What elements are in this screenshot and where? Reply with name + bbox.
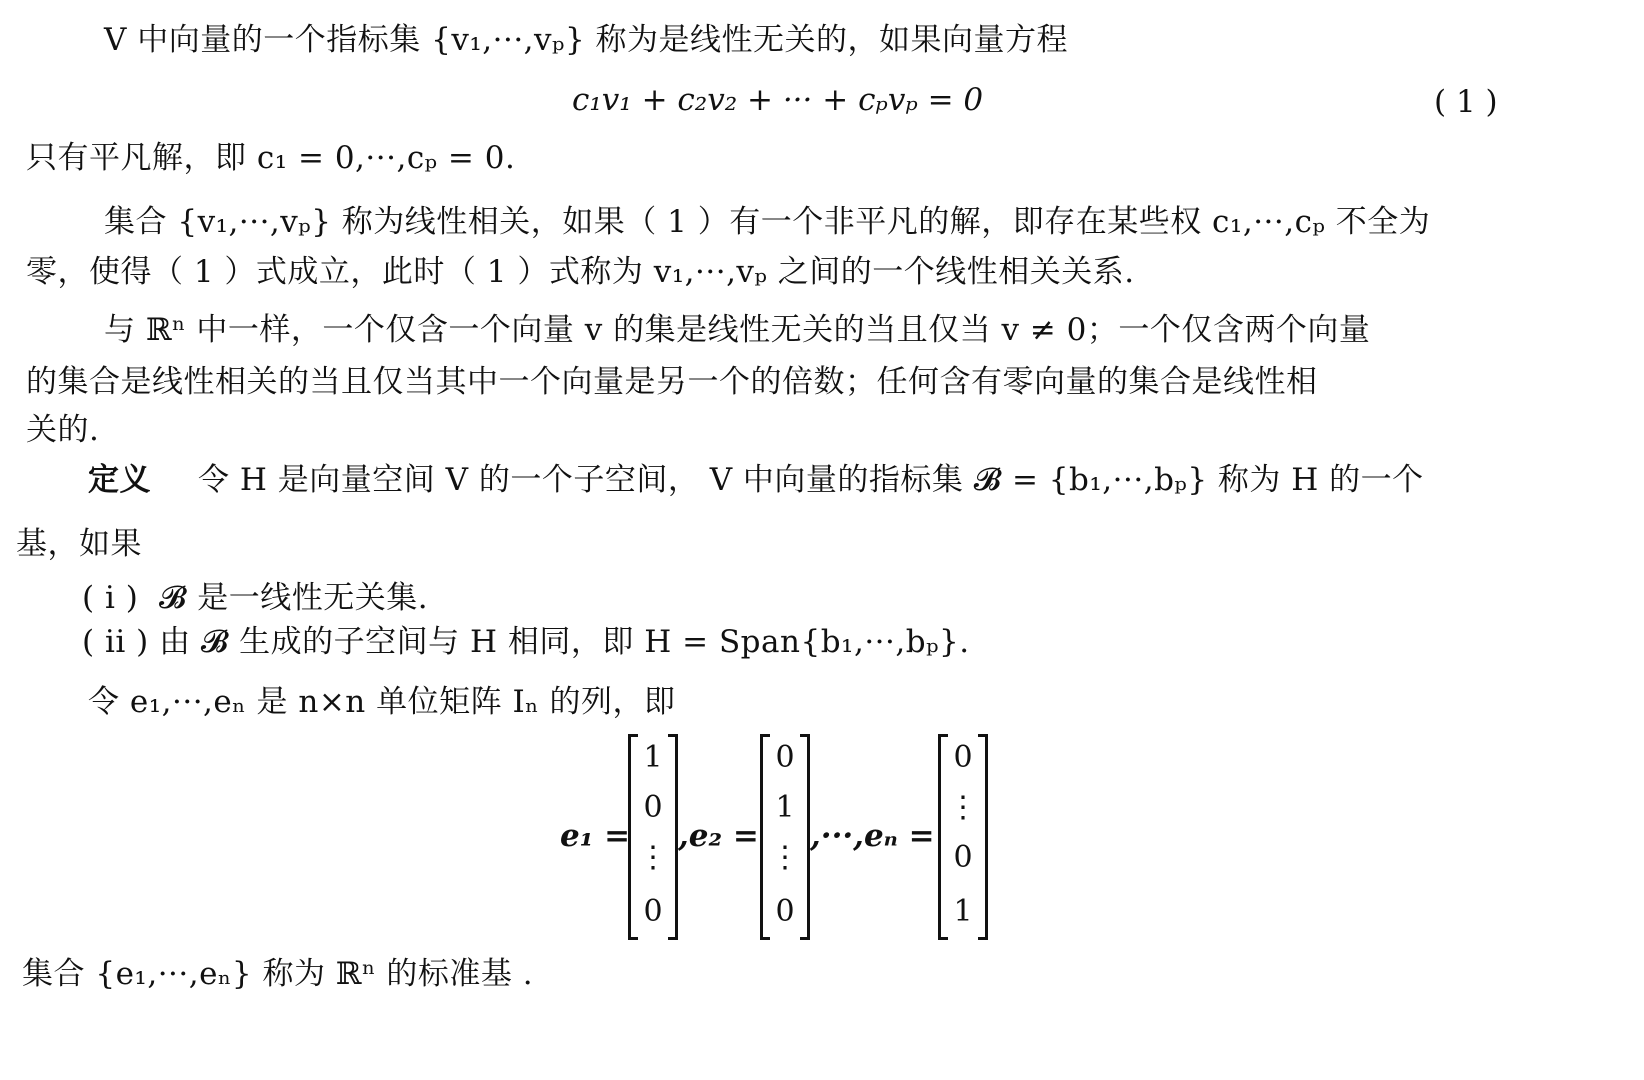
- e2-entry: ⋮: [770, 840, 800, 875]
- paragraph-linear-dependence-line1: 集合 {v₁,···,vₚ} 称为线性相关，如果（ 1 ）有一个非平凡的解，即存在某些权 c₁,···,cₚ 不全为: [104, 204, 1431, 240]
- definition-item-i: ( i ) 𝓑 是一线性无关集.: [82, 580, 429, 616]
- paragraph-rn-comparison-line1: 与 ℝⁿ 中一样，一个仅含一个向量 v 的集是线性无关的当且仅当 v ≠ 0；一个仅含两个向量: [104, 312, 1371, 348]
- e2-entry: 1: [775, 790, 795, 825]
- paragraph-standard-basis: 集合 {e₁,···,eₙ} 称为 ℝⁿ 的标准基 .: [22, 956, 534, 992]
- paragraph-identity-columns: 令 e₁,···,eₙ 是 n×n 单位矩阵 Iₙ 的列，即: [88, 684, 676, 720]
- e2-entry: 0: [775, 740, 795, 775]
- e1-label: e₁ =: [560, 818, 631, 854]
- e1-matrix: [628, 734, 678, 940]
- equation-1: c₁v₁ + c₂v₂ + ··· + cₚvₚ = 0: [572, 82, 984, 118]
- e1-entry: ⋮: [638, 840, 668, 875]
- e1-entry: 0: [643, 790, 663, 825]
- equation-number: ( 1 ): [1434, 84, 1498, 120]
- definition-item-ii: ( ii ) 由 𝓑 生成的子空间与 H 相同，即 H = Span{b₁,···,bₚ}.: [82, 624, 970, 660]
- en-entry: 0: [953, 740, 973, 775]
- definition-line1: 令 H 是向量空间 V 的一个子空间， V 中向量的指标集 𝓑 = {b₁,···,bₚ} 称为 H 的一个: [198, 462, 1424, 498]
- paragraph-rn-comparison-line3: 关的.: [26, 412, 100, 448]
- paragraph-linear-independence: V 中向量的一个指标集 {v₁,···,vₚ} 称为是线性无关的，如果向量方程: [104, 22, 1069, 58]
- standard-basis-vectors: [560, 734, 1040, 940]
- paragraph-rn-comparison-line2: 的集合是线性相关的当且仅当其中一个向量是另一个的倍数；任何含有零向量的集合是线性相: [26, 364, 1318, 400]
- e2-label: ,e₂ =: [678, 818, 759, 854]
- paragraph-linear-dependence-line2: 零，使得（ 1 ）式成立，此时（ 1 ）式称为 v₁,···,vₚ 之间的一个线性相关关系.: [26, 254, 1135, 290]
- e2-entry: 0: [775, 894, 795, 929]
- definition-line2: 基，如果: [16, 526, 142, 562]
- paragraph-trivial-solution: 只有平凡解，即 c₁ = 0,···,cₚ = 0.: [26, 140, 516, 176]
- en-entry: 0: [953, 840, 973, 875]
- definition-label: 定义: [88, 462, 151, 498]
- e1-entry: 1: [643, 740, 663, 775]
- e2-matrix: [760, 734, 810, 940]
- en-entry: 1: [953, 894, 973, 929]
- en-entry: ⋮: [948, 790, 978, 825]
- en-label: ,···,eₙ =: [810, 818, 935, 854]
- en-matrix: [938, 734, 988, 940]
- e1-entry: 0: [643, 894, 663, 929]
